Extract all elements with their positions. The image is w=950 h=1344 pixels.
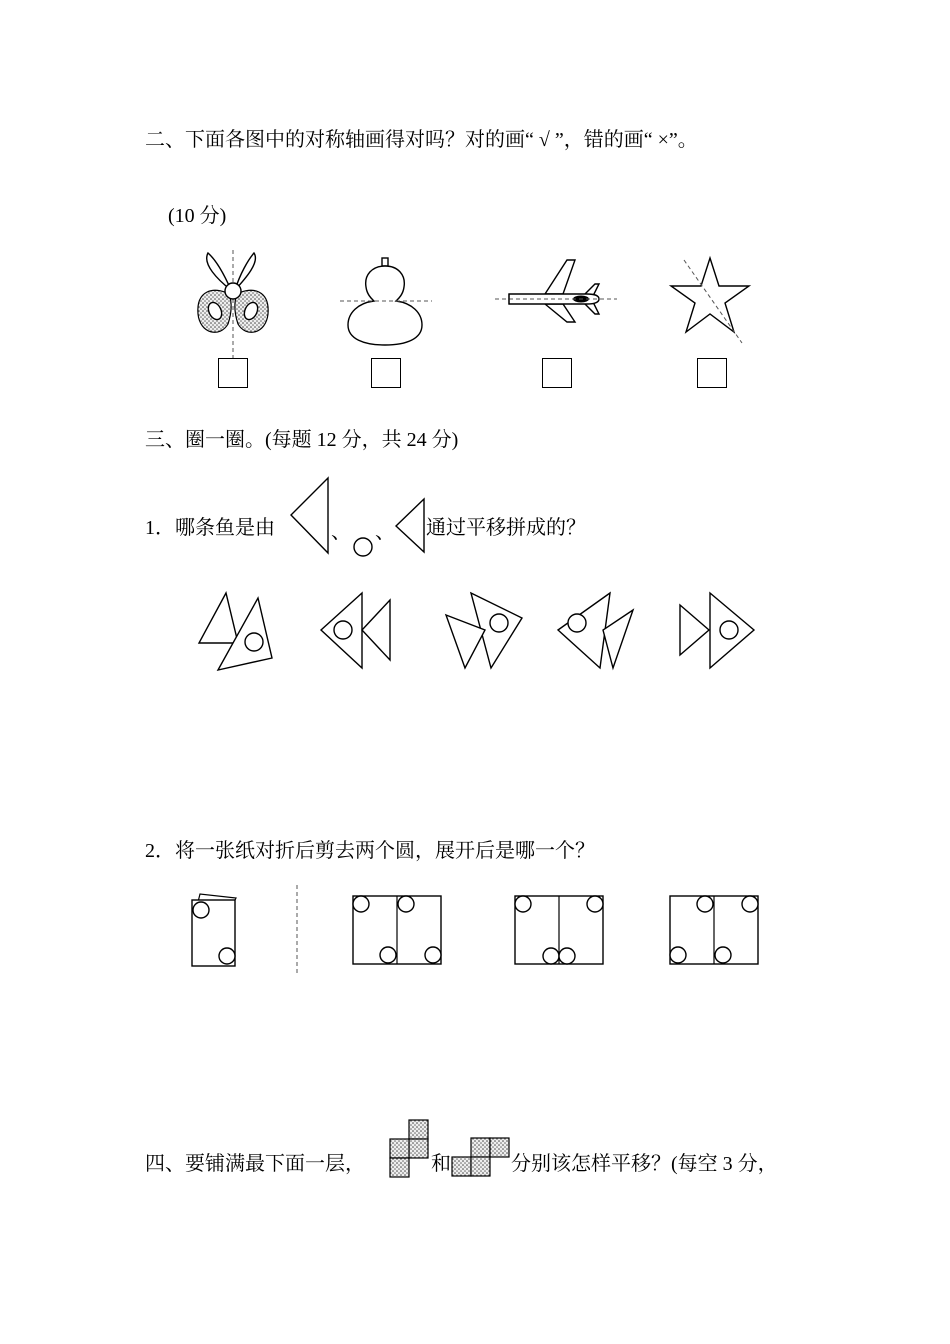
fish-option-4[interactable] (555, 590, 637, 672)
tetromino-s-vertical-icon (388, 1118, 432, 1180)
q1-separator-1: 、 (331, 521, 351, 543)
folded-paper-icon (188, 890, 243, 972)
q1-prefix: 1．哪条鱼是由 (145, 517, 275, 539)
section4-mid: 和 (431, 1153, 451, 1175)
fish-option-5[interactable] (677, 590, 759, 672)
q2-text: 2．将一张纸对折后剪去两个圆，展开后是哪一个？ (145, 840, 595, 862)
airplane-icon (495, 258, 620, 324)
answer-box-3[interactable] (542, 358, 572, 388)
star-icon (670, 255, 755, 345)
small-triangle-piece-icon (390, 495, 430, 557)
unfolded-paper-option-2[interactable] (509, 890, 609, 970)
tetromino-s-horizontal-icon (450, 1136, 512, 1180)
fish-option-3[interactable] (443, 590, 525, 672)
unfolded-paper-option-1[interactable] (347, 890, 447, 970)
section3-heading: 三、圈一圈。(每题 12 分，共 24 分) (145, 429, 459, 451)
fish-option-1[interactable] (196, 590, 278, 672)
answer-box-1[interactable] (218, 358, 248, 388)
section2-score: (10 分) (168, 205, 227, 227)
divider-dashed-line (290, 885, 304, 977)
q1-separator-2: 、 (375, 521, 395, 543)
section2-heading: 二、下面各图中的对称轴画得对吗？对的画“ √ ”，错的画“ ×”。 (145, 129, 698, 151)
gourd-icon (340, 255, 435, 350)
unfolded-paper-option-3[interactable] (664, 890, 764, 970)
section4-prefix: 四、要铺满最下面一层， (145, 1153, 365, 1175)
answer-box-4[interactable] (697, 358, 727, 388)
answer-box-2[interactable] (371, 358, 401, 388)
q1-suffix[interactable]: 通过平移拼成的？ (426, 517, 586, 539)
circle-piece-icon (348, 532, 378, 562)
fish-option-2[interactable] (318, 590, 398, 672)
scissors-icon (190, 250, 280, 360)
section4-suffix: 分别该怎样平移？(每空 3 分， (511, 1153, 778, 1175)
